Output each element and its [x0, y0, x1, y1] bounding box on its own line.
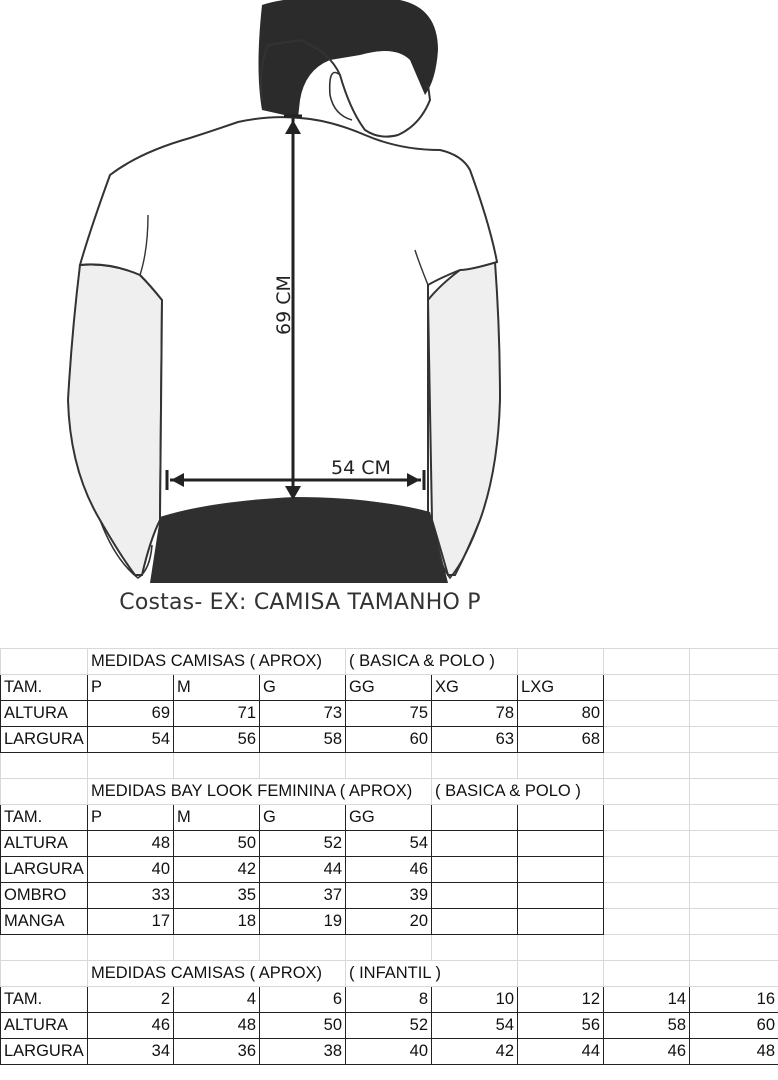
value-cell: 58 — [604, 1013, 690, 1039]
value-cell: 46 — [88, 1013, 174, 1039]
value-cell: 39 — [346, 883, 432, 909]
row-label: ALTURA — [1, 701, 88, 727]
value-cell: 46 — [604, 1039, 690, 1065]
empty-cell — [518, 909, 604, 935]
value-cell: 50 — [174, 831, 260, 857]
empty-cell — [432, 909, 518, 935]
value-cell: 75 — [346, 701, 432, 727]
value-cell: 44 — [260, 857, 346, 883]
size-tables — [0, 648, 778, 1065]
empty-cell — [432, 805, 518, 831]
pants — [150, 498, 448, 583]
header-cell: TAM. — [1, 987, 88, 1013]
value-cell: 40 — [346, 1039, 432, 1065]
header-cell: 6 — [260, 987, 346, 1013]
header-cell: M — [174, 805, 260, 831]
value-cell: 20 — [346, 909, 432, 935]
row-label: LARGURA — [1, 727, 88, 753]
value-cell: 52 — [260, 831, 346, 857]
header-cell: GG — [346, 805, 432, 831]
table1-title: MEDIDAS CAMISAS ( APROX) — [88, 649, 346, 675]
header-cell: 4 — [174, 987, 260, 1013]
table1-subtitle: ( BASICA & POLO ) — [346, 649, 518, 675]
value-cell: 52 — [346, 1013, 432, 1039]
table3-row-altura — [1, 1013, 778, 1039]
value-cell: 36 — [174, 1039, 260, 1065]
value-cell: 48 — [690, 1039, 778, 1065]
empty-cell — [432, 883, 518, 909]
value-cell: 33 — [88, 883, 174, 909]
value-cell: 38 — [260, 1039, 346, 1065]
value-cell: 56 — [174, 727, 260, 753]
header-cell: G — [260, 805, 346, 831]
value-cell: 58 — [260, 727, 346, 753]
value-cell: 44 — [518, 1039, 604, 1065]
header-cell: 16 — [690, 987, 778, 1013]
value-cell: 37 — [260, 883, 346, 909]
header-cell: TAM. — [1, 805, 88, 831]
value-cell: 54 — [346, 831, 432, 857]
row-label: OMBRO — [1, 883, 88, 909]
empty-cell — [518, 883, 604, 909]
value-cell: 48 — [88, 831, 174, 857]
table2-row-manga — [1, 909, 778, 935]
table3-title-row — [1, 961, 778, 987]
value-cell: 56 — [518, 1013, 604, 1039]
header-cell: 12 — [518, 987, 604, 1013]
value-cell: 60 — [690, 1013, 778, 1039]
table1-row-largura — [1, 727, 778, 753]
table1-title-row — [1, 649, 778, 675]
table3-title: MEDIDAS CAMISAS ( APROX) — [88, 961, 346, 987]
empty-cell — [518, 831, 604, 857]
table2-title: MEDIDAS BAY LOOK FEMININA ( APROX) — [88, 779, 432, 805]
figure-caption: Costas- EX: CAMISA TAMANHO P — [119, 590, 481, 615]
header-cell: XG — [432, 675, 518, 701]
spacer-row — [1, 935, 778, 961]
row-label: LARGURA — [1, 857, 88, 883]
value-cell: 35 — [174, 883, 260, 909]
header-cell: P — [88, 675, 174, 701]
table2-row-altura — [1, 831, 778, 857]
value-cell: 50 — [260, 1013, 346, 1039]
table2-subtitle: ( BASICA & POLO ) — [432, 779, 604, 805]
table2-row-ombro — [1, 883, 778, 909]
header-cell: G — [260, 675, 346, 701]
value-cell: 19 — [260, 909, 346, 935]
value-cell: 80 — [518, 701, 604, 727]
header-cell: M — [174, 675, 260, 701]
empty-cell — [518, 805, 604, 831]
value-cell: 73 — [260, 701, 346, 727]
value-cell: 71 — [174, 701, 260, 727]
left-arm — [68, 264, 162, 575]
value-cell: 78 — [432, 701, 518, 727]
value-cell: 18 — [174, 909, 260, 935]
value-cell: 34 — [88, 1039, 174, 1065]
header-cell: P — [88, 805, 174, 831]
header-cell: 8 — [346, 987, 432, 1013]
value-cell: 42 — [432, 1039, 518, 1065]
table3-subtitle: ( INFANTIL ) — [346, 961, 518, 987]
table2-row-largura — [1, 857, 778, 883]
width-label: 54 CM — [331, 457, 391, 479]
table2-title-row — [1, 779, 778, 805]
value-cell: 68 — [518, 727, 604, 753]
table3-row-largura — [1, 1039, 778, 1065]
table1-header-row — [1, 675, 778, 701]
size-tables-sheet — [0, 648, 778, 1080]
value-cell: 40 — [88, 857, 174, 883]
row-label: ALTURA — [1, 831, 88, 857]
table1-row-altura — [1, 701, 778, 727]
empty-cell — [518, 857, 604, 883]
value-cell: 54 — [432, 1013, 518, 1039]
header-cell: 10 — [432, 987, 518, 1013]
value-cell: 63 — [432, 727, 518, 753]
value-cell: 46 — [346, 857, 432, 883]
height-label: 69 CM — [273, 275, 295, 335]
right-arm — [428, 262, 500, 575]
row-label: LARGURA — [1, 1039, 88, 1065]
value-cell: 42 — [174, 857, 260, 883]
empty-cell — [432, 857, 518, 883]
value-cell: 48 — [174, 1013, 260, 1039]
value-cell: 17 — [88, 909, 174, 935]
row-label: MANGA — [1, 909, 88, 935]
header-cell: LXG — [518, 675, 604, 701]
value-cell: 69 — [88, 701, 174, 727]
header-cell: GG — [346, 675, 432, 701]
empty-cell — [432, 831, 518, 857]
table2-header-row — [1, 805, 778, 831]
value-cell: 60 — [346, 727, 432, 753]
value-cell: 54 — [88, 727, 174, 753]
row-label: ALTURA — [1, 1013, 88, 1039]
spacer-row — [1, 753, 778, 779]
header-cell: 2 — [88, 987, 174, 1013]
header-cell: 14 — [604, 987, 690, 1013]
header-cell: TAM. — [1, 675, 88, 701]
table3-header-row — [1, 987, 778, 1013]
